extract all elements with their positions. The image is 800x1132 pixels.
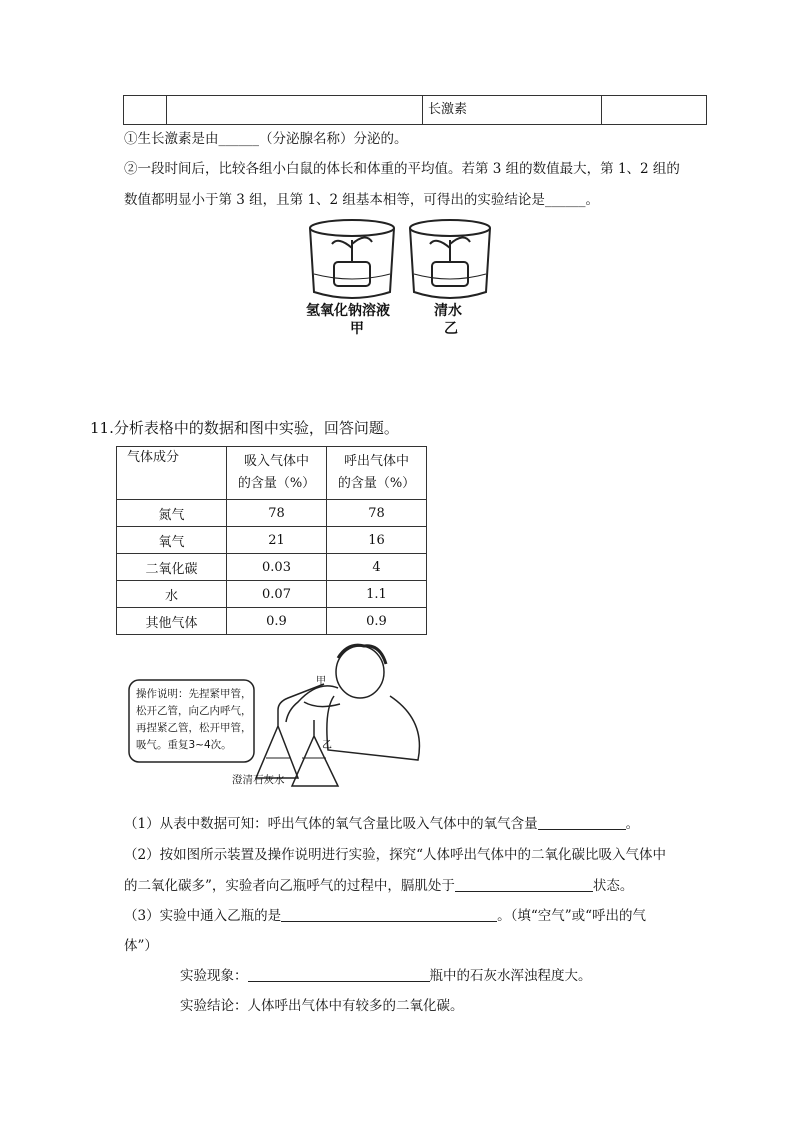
note-line: 操作说明：先捏紧甲管， (136, 688, 252, 700)
table-cell: 氮气 (117, 500, 227, 527)
q11-s1-blank[interactable] (538, 815, 626, 830)
q11-s2-line2 (124, 877, 633, 895)
label-jia: 甲 (316, 676, 326, 687)
table-cell: 78 (327, 500, 427, 527)
table-cell: 二氧化碳 (117, 554, 227, 581)
table-cell: 氧气 (117, 527, 227, 554)
table-header-row (117, 447, 427, 500)
q10-part2-line2 (124, 191, 599, 209)
phenomenon-suffix: 瓶中的石灰水浑浊程度大。 (429, 968, 592, 984)
q11-s2-blank[interactable] (455, 877, 593, 892)
note-line: 再捏紧乙管，松开甲管， (136, 722, 252, 734)
table-cell: 4 (327, 554, 427, 581)
table-cell: 水 (117, 581, 227, 608)
q11-phenomenon (180, 967, 592, 985)
q11-s2-suffix: 状态。 (592, 878, 634, 894)
left-jar-label: 氢氧化钠溶液 (306, 303, 390, 319)
plant-jars-illustration (300, 214, 500, 304)
label-limewater: 澄清石灰水 (232, 774, 285, 786)
q11-s1-prefix: （1）从表中数据可知：呼出气体的氧气含量比吸入气体中的氧气含量 (124, 816, 538, 832)
q11-s3-blank[interactable] (281, 907, 497, 922)
q11-s3-prefix: （3）实验中通入乙瓶的是 (124, 908, 282, 924)
table-cell: 0.9 (327, 608, 427, 635)
phenomenon-prefix: 实验现象： (180, 968, 248, 984)
growth-hormone-table-fragment (123, 95, 707, 125)
q10-part1-prefix: ①生长激素是由 (124, 131, 219, 147)
table-divider (166, 96, 167, 124)
table-divider (422, 96, 423, 124)
q10-part2-blank[interactable]: ______ (544, 192, 586, 208)
q11-s1-suffix: 。 (625, 816, 640, 832)
table-cell: 78 (227, 500, 327, 527)
q10-part1 (124, 130, 408, 148)
header-cell-exhaled: 呼出气体中 的含量（%） (327, 447, 427, 500)
q11-s2-line1: （2）按如图所示装置及操作说明进行实验，探究“人体呼出气体中的二氧化碳比吸入气体中 (124, 847, 666, 863)
q11-s3 (124, 907, 646, 925)
table-cell-label: 长激素 (428, 102, 468, 117)
q11-s3-line2: 体”） (124, 938, 158, 954)
q10-part2-suffix: 。 (585, 192, 599, 208)
table-row (117, 554, 427, 581)
right-jar-sub: 乙 (444, 321, 458, 337)
table-cell: 1.1 (327, 581, 427, 608)
q10-part2-prefix: 数值都明显小于第 3 组，且第 1、2 组基本相等，可得出的实验结论是 (124, 192, 545, 208)
left-jar-sub: 甲 (350, 321, 364, 337)
table-row (117, 608, 427, 635)
gas-composition-table (116, 446, 427, 635)
operation-note (136, 686, 252, 754)
table-cell: 16 (327, 527, 427, 554)
table-divider (601, 96, 602, 124)
table-cell: 其他气体 (117, 608, 227, 635)
label-yi: 乙 (322, 740, 332, 751)
note-line: 吸气。重复3~4次。 (136, 739, 232, 751)
table-cell: 0.03 (227, 554, 327, 581)
q11-s1 (124, 815, 639, 833)
q10-part1-suffix: （分泌腺名称）分泌的。 (259, 131, 408, 147)
table-row (117, 581, 427, 608)
q11-title: 11.分析表格中的数据和图中实验，回答问题。 (90, 419, 399, 437)
q10-part1-blank[interactable]: ______ (218, 131, 259, 147)
table-row (117, 500, 427, 527)
table-cell: 0.07 (227, 581, 327, 608)
q11-conclusion: 实验结论：人体呼出气体中有较多的二氧化碳。 (180, 998, 464, 1014)
right-jar-label: 清水 (434, 303, 462, 319)
q11-s2-prefix: 的二氧化碳多”，实验者向乙瓶呼气的过程中，膈肌处于 (124, 878, 455, 894)
q11-s3-suffix: 。（填“空气”或“呼出的气 (497, 908, 647, 924)
table-cell: 0.9 (227, 608, 327, 635)
plant-jars-figure (300, 214, 500, 342)
table-row (117, 527, 427, 554)
q10-part2-line1: ②一段时间后，比较各组小白鼠的体长和体重的平均值。若第 3 组的数值最大，第 1、2 组的 (124, 161, 680, 177)
breathing-experiment-figure (128, 640, 428, 790)
table-cell: 21 (227, 527, 327, 554)
phenomenon-blank[interactable] (248, 967, 430, 982)
header-cell-gas: 气体成分 (117, 447, 227, 500)
note-line: 松开乙管，向乙内呼气， (136, 705, 252, 717)
header-cell-inhaled: 吸入气体中 的含量（%） (227, 447, 327, 500)
